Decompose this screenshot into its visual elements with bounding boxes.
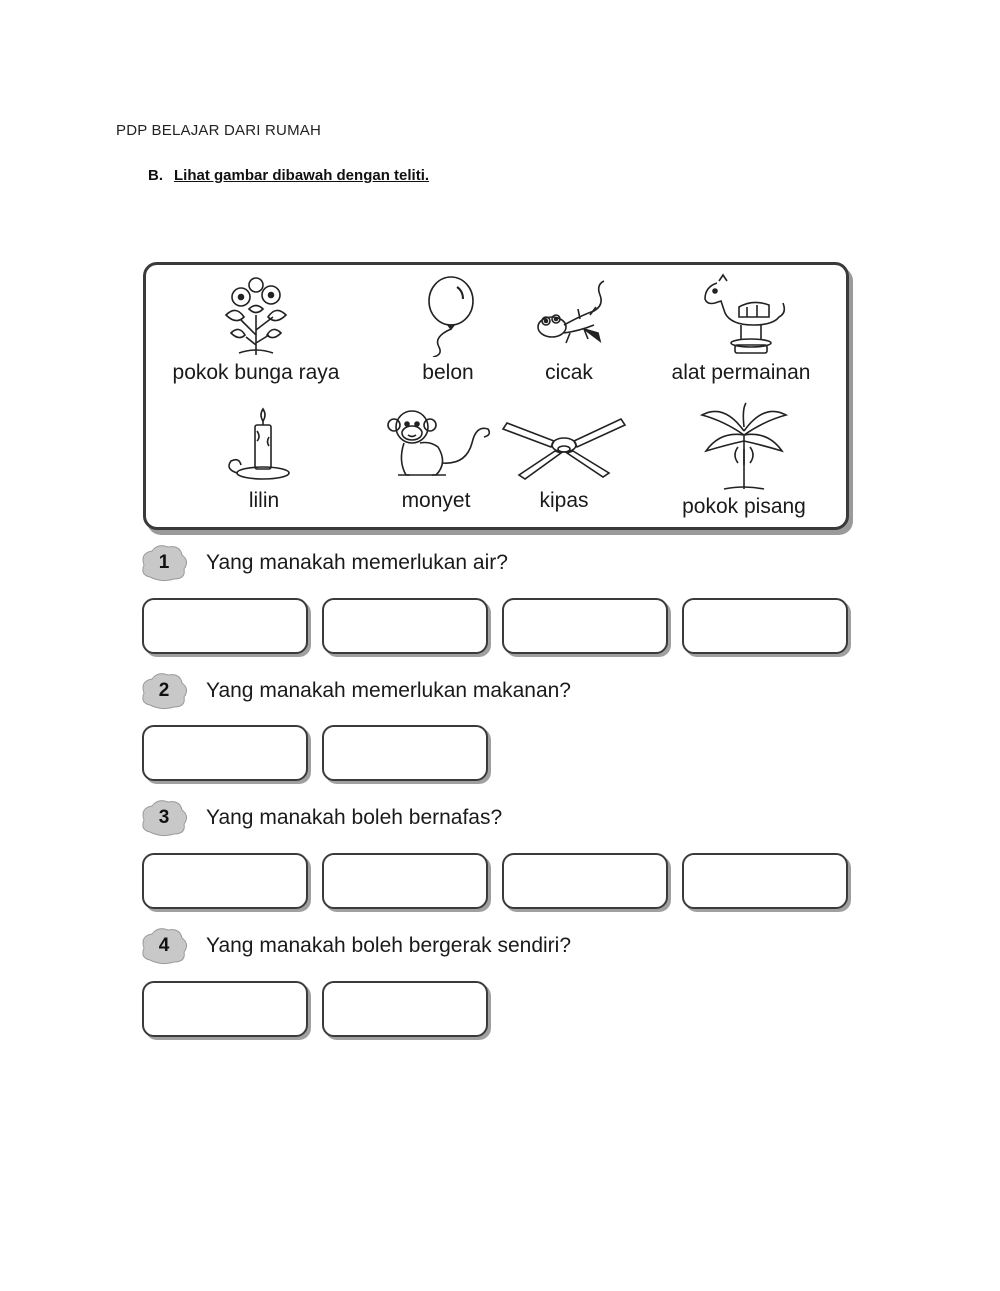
hibiscus-plant-icon xyxy=(211,275,301,357)
question-number: 2 xyxy=(158,680,170,701)
picture-label: belon xyxy=(422,361,474,384)
question xyxy=(140,798,502,838)
picture-label: alat permainan xyxy=(671,361,811,384)
banana-tree-icon xyxy=(694,401,794,491)
question-text: Yang manakah boleh bernafas? xyxy=(206,806,503,829)
question-text: Yang manakah memerlukan air? xyxy=(206,551,508,574)
answer-box[interactable] xyxy=(682,598,848,654)
question xyxy=(140,926,571,966)
picture-label: pokok pisang xyxy=(682,495,806,518)
picture-item[interactable] xyxy=(651,273,831,385)
ceiling-fan-icon xyxy=(499,403,629,485)
picture-item[interactable] xyxy=(479,275,659,385)
picture-label: pokok bunga raya xyxy=(172,361,340,384)
answer-box[interactable] xyxy=(502,598,668,654)
picture-item[interactable] xyxy=(654,401,834,519)
answer-box[interactable] xyxy=(322,853,488,909)
section-letter: B. xyxy=(148,167,163,184)
answer-row xyxy=(142,853,848,909)
answer-box[interactable] xyxy=(682,853,848,909)
answer-row xyxy=(142,598,848,654)
section-heading xyxy=(148,167,429,184)
question-text: Yang manakah boleh bergerak sendiri? xyxy=(206,934,572,957)
question-number: 3 xyxy=(158,807,170,828)
picture-label: kipas xyxy=(539,489,589,512)
question-number: 1 xyxy=(158,552,170,573)
question xyxy=(140,671,571,711)
picture-box xyxy=(143,262,849,530)
question xyxy=(140,543,508,583)
section-instruction: Lihat gambar dibawah dengan teliti. xyxy=(174,167,430,184)
answer-box[interactable] xyxy=(142,981,308,1037)
page-header: PDP BELAJAR DARI RUMAH xyxy=(116,122,322,139)
answer-box[interactable] xyxy=(322,598,488,654)
lizard-icon xyxy=(524,275,614,357)
picture-item[interactable] xyxy=(474,403,654,513)
answer-box[interactable] xyxy=(322,725,488,781)
picture-label: lilin xyxy=(248,489,280,512)
answer-box[interactable] xyxy=(142,598,308,654)
picture-item[interactable] xyxy=(174,403,354,513)
answer-box[interactable] xyxy=(142,853,308,909)
candle-icon xyxy=(219,403,309,485)
question-text: Yang manakah memerlukan makanan? xyxy=(206,679,571,702)
question-number-badge xyxy=(140,543,188,583)
answer-row xyxy=(142,981,488,1037)
picture-item[interactable] xyxy=(166,275,346,385)
question-number: 4 xyxy=(158,935,170,956)
answer-row xyxy=(142,725,488,781)
question-number-badge xyxy=(140,926,188,966)
question-number-badge xyxy=(140,671,188,711)
answer-box[interactable] xyxy=(322,981,488,1037)
rocking-horse-icon xyxy=(691,273,791,357)
question-number-badge xyxy=(140,798,188,838)
answer-box[interactable] xyxy=(502,853,668,909)
picture-label: cicak xyxy=(545,361,593,384)
answer-box[interactable] xyxy=(142,725,308,781)
picture-label: monyet xyxy=(401,489,471,512)
